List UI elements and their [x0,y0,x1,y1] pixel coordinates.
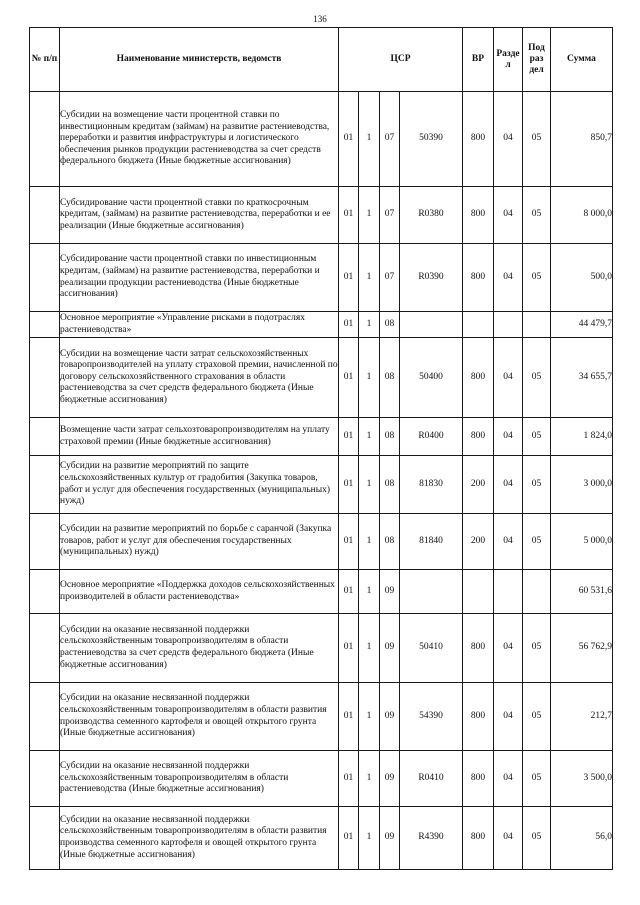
csr-event-cell: 07 [380,187,400,244]
vr-cell: 800 [463,338,494,418]
csr-event-cell: 07 [380,92,400,187]
summa-cell: 5 000,0 [551,514,613,570]
podrazdel-cell: 05 [523,751,551,807]
csr-program-cell: 01 [339,614,359,683]
csr-subprogram-cell: 1 [359,244,380,312]
razdel-cell: 04 [494,338,523,418]
podrazdel-cell: 05 [523,683,551,751]
table-row [30,751,613,807]
podrazdel-cell: 05 [523,456,551,514]
razdel-cell: 04 [494,92,523,187]
csr-program-cell: 01 [339,338,359,418]
summa-cell: 1 824,0 [551,418,613,456]
podrazdel-cell: 05 [523,614,551,683]
summa-cell: 56,0 [551,807,613,870]
csr-code-cell: 81830 [400,456,463,514]
razdel-cell: 04 [494,614,523,683]
page-number: 136 [313,14,327,24]
vr-cell: 800 [463,418,494,456]
podrazdel-cell [523,570,551,614]
summa-cell: 44 479,7 [551,312,613,338]
row-name-cell: Субсидии на возмещение части процентной ставки по инвестиционным кредитам (займам) на развитие растениеводства, переработки и развития инфраструктуры и логистического обеспечения рынков продукции растениеводства за счет средств федерального бюджета (Иные бюджетные ассигнования) [60,92,339,187]
csr-code-cell: 54390 [400,683,463,751]
razdel-cell: 04 [494,683,523,751]
row-number-cell [30,751,60,807]
vr-cell: 800 [463,807,494,870]
summa-cell: 850,7 [551,92,613,187]
summa-cell: 500,0 [551,244,613,312]
csr-code-cell [400,312,463,338]
header-podrazdel: Под раз дел [523,28,551,92]
csr-program-cell: 01 [339,244,359,312]
summa-cell: 60 531,6 [551,570,613,614]
csr-program-cell: 01 [339,751,359,807]
table-row [30,418,613,456]
row-number-cell [30,683,60,751]
summa-cell: 56 762,9 [551,614,613,683]
csr-code-cell [400,570,463,614]
vr-cell: 800 [463,614,494,683]
header-name: Наименование министерств, ведомств [60,28,339,92]
row-name-cell: Основное мероприятие «Поддержка доходов сельскохозяйственных производителей в области растениеводства» [60,570,339,614]
row-number-cell [30,614,60,683]
csr-event-cell: 09 [380,570,400,614]
vr-cell: 800 [463,751,494,807]
csr-subprogram-cell: 1 [359,514,380,570]
row-name-cell: Субсидии на развитие мероприятий по защите сельскохозяйственных культур от градобития (Закупка товаров, работ и услуг для обеспечения государственных (муниципальных) нужд) [60,456,339,514]
vr-cell: 800 [463,92,494,187]
csr-subprogram-cell: 1 [359,187,380,244]
table-row [30,807,613,870]
row-number-cell [30,92,60,187]
csr-event-cell: 08 [380,338,400,418]
podrazdel-cell: 05 [523,244,551,312]
csr-code-cell: R0390 [400,244,463,312]
csr-subprogram-cell: 1 [359,683,380,751]
razdel-cell: 04 [494,244,523,312]
summa-cell: 8 000,0 [551,187,613,244]
row-number-cell [30,418,60,456]
csr-subprogram-cell: 1 [359,751,380,807]
csr-event-cell: 09 [380,683,400,751]
csr-program-cell: 01 [339,456,359,514]
csr-program-cell: 01 [339,92,359,187]
csr-event-cell: 08 [380,312,400,338]
table-row [30,614,613,683]
razdel-cell: 04 [494,514,523,570]
row-number-cell [30,456,60,514]
csr-program-cell: 01 [339,312,359,338]
razdel-cell: 04 [494,456,523,514]
csr-event-cell: 08 [380,514,400,570]
row-name-cell: Субсидии на оказание несвязанной поддержки сельскохозяйственным товаропроизводителям в области растениеводства (Иные бюджетные ассигнования) [60,751,339,807]
budget-table [29,27,613,870]
podrazdel-cell: 05 [523,807,551,870]
summa-cell: 212,7 [551,683,613,751]
header-vr: ВР [463,28,494,92]
csr-event-cell: 09 [380,807,400,870]
razdel-cell: 04 [494,807,523,870]
csr-program-cell: 01 [339,683,359,751]
csr-event-cell: 09 [380,751,400,807]
row-name-cell: Субсидии на оказание несвязанной поддержки сельскохозяйственным товаропроизводителям в области растениеводства за счет средств федерального бюджета (Иные бюджетные ассигнования) [60,614,339,683]
table-row [30,683,613,751]
csr-code-cell: 50400 [400,338,463,418]
row-name-cell: Основное мероприятие «Управление рисками в подотраслях растениеводства» [60,312,339,338]
csr-subprogram-cell: 1 [359,418,380,456]
summa-cell: 3 500,0 [551,751,613,807]
table-row [30,92,613,187]
csr-program-cell: 01 [339,187,359,244]
podrazdel-cell [523,312,551,338]
row-name-cell: Субсидии на оказание несвязанной поддержки сельскохозяйственным товаропроизводителям в области развития производства семенного картофеля и овощей открытого грунта (Иные бюджетные ассигнования) [60,683,339,751]
header-summa: Сумма [551,28,613,92]
razdel-cell: 04 [494,751,523,807]
csr-subprogram-cell: 1 [359,807,380,870]
vr-cell: 800 [463,244,494,312]
row-name-cell: Субсидии на развитие мероприятий по борьбе с саранчой (Закупка товаров, работ и услуг для обеспечения государственных (муниципальных) нужд) [60,514,339,570]
csr-program-cell: 01 [339,514,359,570]
csr-code-cell: R0380 [400,187,463,244]
vr-cell: 800 [463,683,494,751]
csr-event-cell: 07 [380,244,400,312]
row-number-cell [30,187,60,244]
csr-subprogram-cell: 1 [359,570,380,614]
table-row [30,338,613,418]
csr-program-cell: 01 [339,418,359,456]
podrazdel-cell: 05 [523,418,551,456]
podrazdel-cell: 05 [523,338,551,418]
razdel-cell [494,570,523,614]
csr-code-cell: 50410 [400,614,463,683]
csr-program-cell: 01 [339,807,359,870]
header-no: № п/п [30,28,60,92]
csr-event-cell: 08 [380,418,400,456]
row-number-cell [30,807,60,870]
header-razdel: Разде л [494,28,523,92]
table-row [30,514,613,570]
vr-cell [463,570,494,614]
csr-subprogram-cell: 1 [359,456,380,514]
table-row [30,312,613,338]
table-row [30,570,613,614]
csr-event-cell: 08 [380,456,400,514]
csr-subprogram-cell: 1 [359,312,380,338]
podrazdel-cell: 05 [523,187,551,244]
table-row [30,244,613,312]
row-name-cell: Субсидии на возмещение части затрат сельскохозяйственных товаропроизводителей на уплату страховой премии, начисленной по договору сельскохозяйственного страхования в области растениеводства за счет средств федерального бюджета (Иные бюджетные ассигнования) [60,338,339,418]
table-row [30,187,613,244]
row-name-cell: Субсидии на оказание несвязанной поддержки сельскохозяйственным товаропроизводителям в области развития производства семенного картофеля и овощей открытого грунта (Иные бюджетные ассигнования) [60,807,339,870]
csr-program-cell: 01 [339,570,359,614]
row-number-cell [30,244,60,312]
podrazdel-cell: 05 [523,92,551,187]
razdel-cell [494,312,523,338]
row-name-cell: Возмещение части затрат сельхозтоваропроизводителям на уплату страховой премии (Иные бюджетные ассигнования) [60,418,339,456]
summa-cell: 34 655,7 [551,338,613,418]
vr-cell [463,312,494,338]
csr-subprogram-cell: 1 [359,614,380,683]
row-name-cell: Субсидирование части процентной ставки по инвестиционным кредитам, (займам) на развитие растениеводства, переработки и реализации продукции растениеводства (Иные бюджетные ассигнования) [60,244,339,312]
summa-cell: 3 000,0 [551,456,613,514]
razdel-cell: 04 [494,418,523,456]
vr-cell: 800 [463,187,494,244]
row-number-cell [30,570,60,614]
row-number-cell [30,312,60,338]
podrazdel-cell: 05 [523,514,551,570]
csr-code-cell: R0400 [400,418,463,456]
vr-cell: 200 [463,456,494,514]
header-csr: ЦСР [339,28,463,92]
csr-code-cell: 50390 [400,92,463,187]
table-row [30,456,613,514]
vr-cell: 200 [463,514,494,570]
csr-code-cell: 81840 [400,514,463,570]
header-row [30,28,613,92]
row-number-cell [30,338,60,418]
csr-code-cell: R0410 [400,751,463,807]
razdel-cell: 04 [494,187,523,244]
csr-subprogram-cell: 1 [359,92,380,187]
row-number-cell [30,514,60,570]
csr-subprogram-cell: 1 [359,338,380,418]
row-name-cell: Субсидирование части процентной ставки по краткосрочным кредитам, (займам) на развитие растениеводства, переработки и ее реализации (Иные бюджетные ассигнования) [60,187,339,244]
csr-code-cell: R4390 [400,807,463,870]
csr-event-cell: 09 [380,614,400,683]
